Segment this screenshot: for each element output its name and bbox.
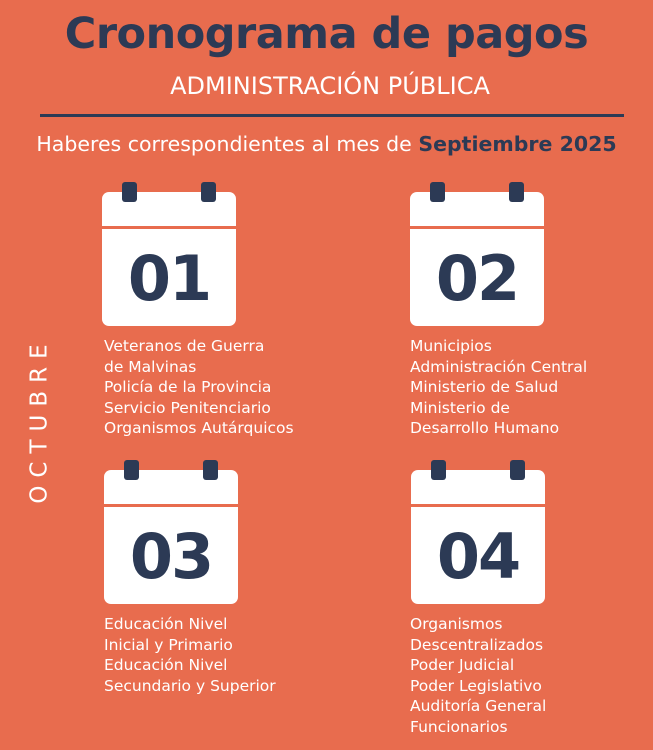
calendar-header-line: [410, 226, 544, 229]
list-item: Policía de la Provincia: [104, 378, 272, 396]
day-number: 04: [436, 519, 520, 593]
calendar-icon-day-04: [411, 470, 545, 604]
page-subtitle: ADMINISTRACIÓN PÚBLICA: [170, 72, 490, 100]
calendar-ring: [201, 182, 216, 202]
list-item: Descentralizados: [410, 635, 544, 654]
day-number: 01: [127, 241, 211, 315]
list-item: Poder Legislativo: [410, 676, 542, 695]
list-item: Educación Nivel: [104, 656, 228, 674]
calendar-header-line: [411, 504, 545, 507]
list-item: Organismos: [410, 615, 503, 633]
calendar-header-line: [102, 226, 236, 229]
day-number: 03: [129, 519, 213, 593]
list-item: Auditoría General: [410, 697, 547, 715]
calendar-icon-day-01: [102, 192, 236, 326]
period-highlight: Septiembre 2025: [418, 132, 617, 156]
list-item: Secundario y Superior: [104, 676, 276, 695]
list-item: Inicial y Primario: [104, 635, 233, 654]
calendar-ring: [203, 460, 218, 480]
list-item: Educación Nivel: [104, 615, 228, 633]
calendar-ring: [124, 460, 139, 480]
entity-list-day-02: [410, 336, 587, 439]
list-item: Desarrollo Humano: [410, 419, 560, 437]
list-item: Poder Judicial: [410, 656, 515, 674]
calendar-icon-day-02: [410, 192, 544, 326]
day-number: 02: [435, 241, 519, 315]
calendar-ring: [510, 460, 525, 480]
calendar-ring: [430, 182, 445, 202]
entity-list-day-04: [410, 614, 546, 737]
period-line: [0, 129, 653, 159]
list-item: de Malvinas: [104, 357, 197, 376]
calendar-icon-day-03: [104, 470, 238, 604]
calendar-ring: [509, 182, 524, 202]
list-item: Servicio Penitenciario: [104, 398, 271, 417]
list-item: Administración Central: [410, 357, 588, 376]
month-label: [12, 330, 68, 510]
calendar-ring: [122, 182, 137, 202]
list-item: Organismos Autárquicos: [104, 419, 294, 437]
entity-list-day-03: [104, 614, 276, 696]
calendar-header-line: [104, 504, 238, 507]
title-divider: [40, 114, 624, 117]
list-item: Veteranos de Guerra: [104, 337, 265, 355]
list-item: Municipios: [410, 337, 492, 355]
calendar-ring: [431, 460, 446, 480]
period-prefix: Haberes correspondientes al mes de: [36, 132, 419, 156]
list-item: Ministerio de: [410, 398, 510, 417]
page-title: Cronograma de pagos: [64, 9, 589, 59]
month-label-text: OCTUBRE: [27, 336, 53, 504]
list-item: Ministerio de Salud: [410, 378, 559, 396]
entity-list-day-01: [104, 336, 294, 439]
list-item: Funcionarios: [410, 717, 508, 736]
